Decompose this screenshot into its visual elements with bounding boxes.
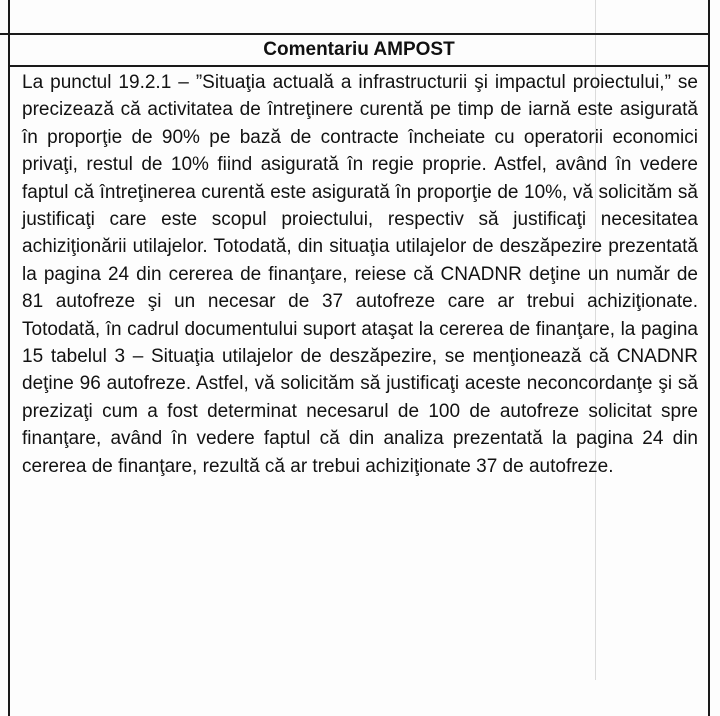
table-border-right: [708, 0, 710, 716]
comment-heading: Comentariu AMPOST: [263, 39, 455, 60]
table-border-left: [8, 0, 10, 716]
table-border-stub: [0, 33, 8, 35]
header-divider: [8, 65, 710, 67]
comment-body: La punctul 19.2.1 – ”Situaţia actuală a infrastructurii şi impactul proiectului,” se precizează că activitatea de întreţinere curentă pe timp de iarnă este asigurată în proporţie de 90% pe bază de contracte încheiate cu operatorii economici privaţi, restul de 10% fiind asigurată în regie proprie. Astfel, având în vedere faptul că întreţinerea curentă este asigurată în proporţie de 10%, vă solicităm să justificaţi care este scopul proiectului, respectiv să justificaţi necesitatea achiziţionării utilajelor. Totodată, din situaţia utilajelor de deszăpezire prezentată la pagina 24 din cererea de finanţare, reiese că CNADNR deţine un număr de 81 autofreze şi un necesar de 37 autofreze care ar trebui achiziţionate. Totodată, în cadrul documentului suport ataşat la cererea de finanţare, la pagina 15 tabelul 3 – Situaţia utilajelor de deszăpezire, se menţionează că CNADNR deţine 96 autofreze. Astfel, vă solicităm să justificaţi aceste neconcordanţe şi să prezizaţi cum a fost determinat necesarul de 100 de autofreze solicitat spre finanţare, având în vedere faptul că din analiza prezentată la pagina 24 din cererea de finanţare, rezultă că ar trebui achiziţionate 37 de autofreze.: [22, 72, 698, 477]
